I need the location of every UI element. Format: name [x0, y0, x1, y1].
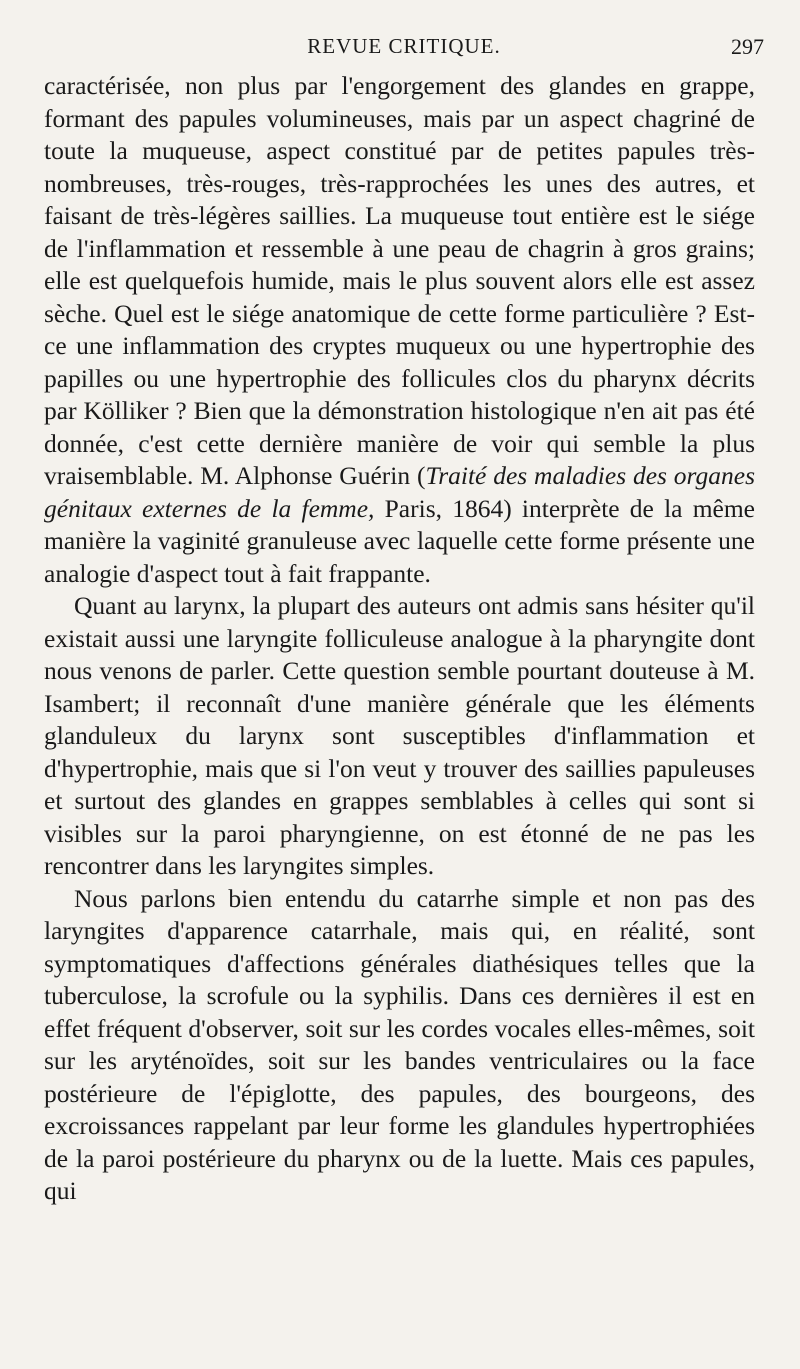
paragraph-1-text-a: caractérisée, non plus par l'engorgement des glandes en grappe, formant des papules volumineuses, mais par un aspect chagriné de toute la muqueuse, aspect constitué par de petites papules très-nombreuses, très-rouges, très-rapprochées les unes des autres, et faisant de très-légères saillies. La muqueuse tout entière est le siége de l'inflammation et ressemble à une peau de chagrin à gros grains; elle est quelquefois humide, mais le plus souvent alors elle est assez sèche. Quel est le siége anatomique de cette forme particulière ? Est-ce une inflammation des cryptes muqueux ou une hypertrophie des papilles ou une hypertrophie des follicules clos du pharynx décrits par Kölliker ? Bien que la démonstration histologique n'en ait pas été donnée, c'est cette dernière manière de voir qui semble la plus vraisemblable. M. Alphonse Guérin ( — [44, 71, 755, 490]
paragraph-1 — [44, 70, 755, 590]
page-number: 297 — [731, 34, 764, 59]
book-title: Traité des maladies des organes génitaux externes de la femme, — [44, 461, 755, 523]
body-text — [44, 70, 755, 1208]
paragraph-1-text-b: Paris, 1864) interprète de la même manière la vaginité granuleuse avec laquelle cette forme présente une analogie d'aspect tout à fait frappante. — [44, 493, 755, 588]
running-title: REVUE CRITIQUE. — [307, 34, 501, 58]
paragraph-3: Nous parlons bien entendu du catarrhe simple et non pas des laryngites d'apparence catarrhale, mais qui, en réalité, sont symptomatiques d'affections générales diathésiques telles que la tuberculose, la scrofule ou la syphilis. Dans ces dernières il est en effet fréquent d'observer, soit sur les cordes vocales elles-mêmes, soit sur les aryténoïdes, soit sur les bandes ventriculaires ou la face postérieure de l'épiglotte, des papules, des bourgeons, des excroissances rappelant par leur forme les glandules hypertrophiées de la paroi postérieure du pharynx ou de la luette. Mais ces papules, qui — [44, 883, 755, 1205]
paragraph-2: Quant au larynx, la plupart des auteurs ont admis sans hésiter qu'il existait aussi une laryngite folliculeuse analogue à la pharyngite dont nous venons de parler. Cette question semble pourtant douteuse à M. Isambert; il reconnaît d'une manière générale que les éléments glanduleux du larynx sont susceptibles d'inflammation et d'hypertrophie, mais que si l'on veut y trouver des saillies papuleuses et surtout des glandes en grappes semblables à celles qui sont si visibles sur la paroi pharyngienne, on est étonné de ne pas les rencontrer dans les laryngites simples. — [44, 591, 755, 880]
page-header — [44, 34, 764, 64]
